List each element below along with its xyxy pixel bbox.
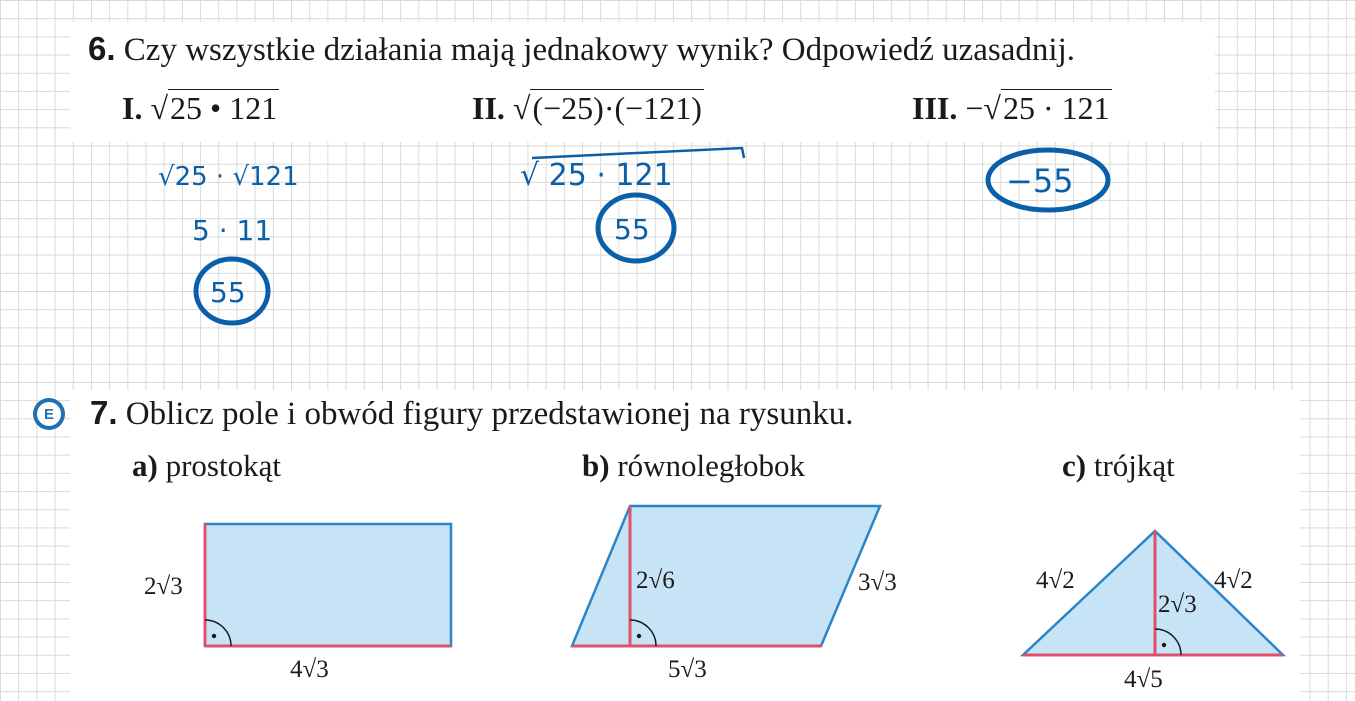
hand-i-step1: √25 · √121 [158,162,299,192]
hand-iii-result: −55 [1006,162,1074,200]
rectangle-figure [205,524,451,646]
rect-base-label: 4√3 [290,656,329,683]
task7-part-c: c) trójkąt [1062,448,1175,483]
hand-i-result: 55 [210,276,246,309]
sqrt-icon: √ [983,90,1001,126]
rect-side-label: 2√3 [144,573,183,600]
parallelogram-figure [572,506,880,646]
sqrt-icon: √ [150,90,169,126]
task7-question: Oblicz pole i obwód figury przedstawionej na rysunku. [125,396,854,432]
task7-part-a: a) prostokąt [132,448,281,483]
item-3-prefix: − [965,90,984,126]
item-1-radicand: 25 • 121 [170,90,278,126]
hand-ii-result: 55 [614,213,650,246]
task6-question: Czy wszystkie działania mają jednakowy wynik? Odpowiedź uzasadnij. [123,32,1075,68]
task7-number: 7. [90,394,118,431]
tri-right-label: 4√2 [1214,567,1253,594]
tri-base-label: 4√5 [1124,666,1163,693]
para-side-label: 3√3 [858,569,897,596]
item-3-label: III. [912,90,958,126]
hand-ii-step1: √ 25 · 121 [520,158,673,193]
para-height-label: 2√6 [636,567,675,594]
para-base-label: 5√3 [668,656,707,683]
tri-left-label: 4√2 [1036,567,1075,594]
sqrt-icon: √ [512,90,531,126]
item-2-label: II. [472,90,505,126]
item-3-radicand: 25 · 121 [1002,90,1110,126]
badge-letter: E [37,402,61,426]
item-1-label: I. [122,90,143,126]
tri-height-label: 2√3 [1158,591,1197,618]
item-2-radicand: (−25)·(−121) [532,90,702,126]
task6-number: 6. [88,30,116,67]
task7-part-b: b) równoległobok [582,448,806,483]
hand-i-step2: 5 · 11 [192,214,273,247]
